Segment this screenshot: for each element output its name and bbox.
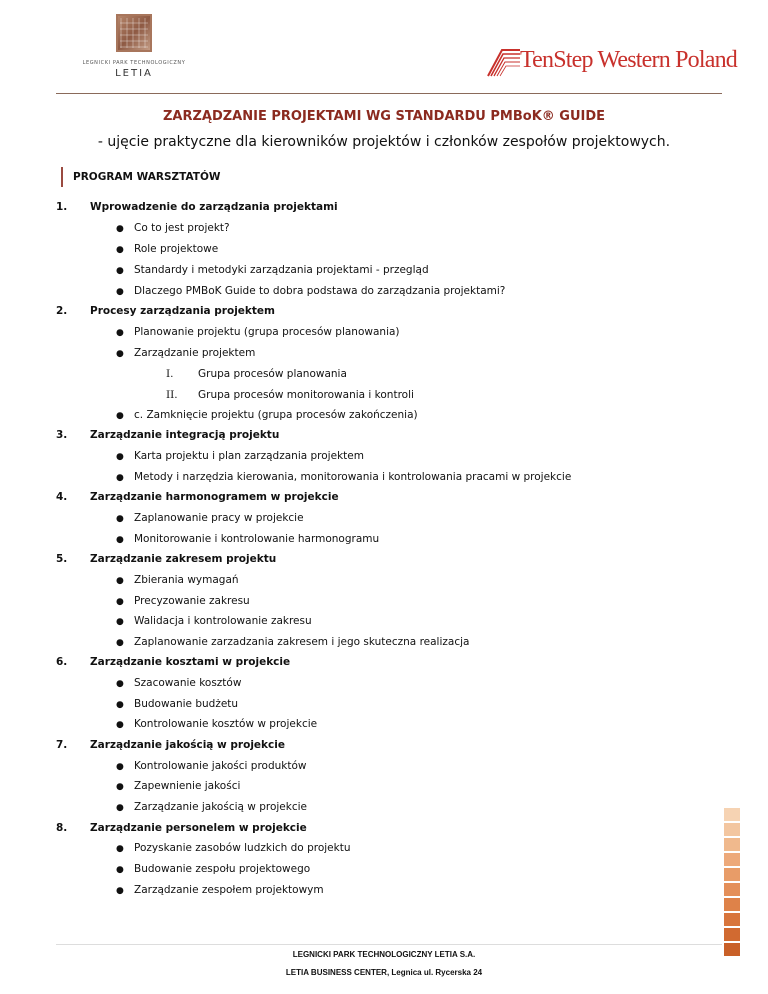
list-item-text: Zapewnienie jakości — [134, 780, 241, 792]
list-item — [116, 533, 379, 545]
topic-number: 7. — [56, 739, 68, 751]
list-item-text: Standardy i metodyki zarządzania projektami - przegląd — [134, 264, 429, 276]
bullet-icon: ● — [116, 576, 124, 586]
bullet-icon: ● — [116, 328, 124, 338]
bullet-icon: ● — [116, 349, 124, 359]
list-item-text: Kontrolowanie kosztów w projekcie — [134, 718, 318, 730]
topic-number: 3. — [56, 429, 68, 441]
tenstep-swoosh-icon — [486, 46, 522, 78]
list-item — [116, 595, 250, 607]
list-item-text: Role projektowe — [134, 243, 219, 255]
topic-number: 2. — [56, 305, 68, 317]
list-item — [116, 222, 230, 234]
tenstep-brand-text: TenStep Western Poland — [520, 47, 737, 73]
topic-number: 6. — [56, 656, 68, 668]
list-item — [116, 285, 505, 297]
section-heading: PROGRAM WARSZTATÓW — [73, 171, 221, 183]
list-item-text: Co to jest projekt? — [134, 222, 230, 234]
list-item — [116, 264, 429, 276]
list-item-text: Metody i narzędzia kierowania, monitorowania i kontrolowania pracami w projekcie — [134, 471, 572, 483]
list-item — [116, 801, 307, 813]
list-item-text: Precyzowanie zakresu — [134, 595, 250, 607]
decorative-square — [724, 838, 740, 851]
tenstep-logo — [486, 40, 737, 84]
topic-8-heading — [56, 822, 307, 834]
list-item — [116, 471, 571, 483]
list-item — [116, 718, 317, 730]
bullet-icon: ● — [116, 411, 124, 421]
roman-numeral: I. — [166, 368, 174, 380]
bullet-icon: ● — [116, 224, 124, 234]
list-item — [116, 347, 255, 359]
bullet-icon: ● — [116, 762, 124, 772]
topic-number: 4. — [56, 491, 68, 503]
section-accent-bar — [61, 167, 63, 187]
list-item — [116, 760, 307, 772]
list-item-text: Pozyskanie zasobów ludzkich do projektu — [134, 842, 351, 854]
bullet-icon: ● — [116, 679, 124, 689]
list-item-text: Zarządzanie jakością w projekcie — [134, 801, 307, 813]
list-item — [116, 615, 312, 627]
list-item — [116, 863, 310, 875]
list-item-text: Planowanie projektu (grupa procesów planowania) — [134, 326, 400, 338]
letia-logo-park-text: LEGNICKI PARK TECHNOLOGICZNY — [82, 60, 186, 66]
decorative-square — [724, 898, 740, 911]
list-item — [116, 326, 400, 338]
bullet-icon: ● — [116, 886, 124, 896]
decorative-square — [724, 853, 740, 866]
bullet-icon: ● — [116, 720, 124, 730]
list-item-text: Dlaczego PMBoK Guide to dobra podstawa do zarządzania projektami? — [134, 285, 506, 297]
bullet-icon: ● — [116, 844, 124, 854]
bullet-icon: ● — [116, 245, 124, 255]
topic-title: Procesy zarządzania projektem — [90, 305, 275, 317]
bullet-icon: ● — [116, 287, 124, 297]
list-item — [116, 243, 218, 255]
topic-6-heading — [56, 656, 290, 668]
list-item-text: Monitorowanie i kontrolowanie harmonogramu — [134, 533, 380, 545]
sub-list-item-text: Grupa procesów monitorowania i kontroli — [198, 389, 414, 401]
list-item — [116, 512, 304, 524]
list-item-text: Budowanie zespołu projektowego — [134, 863, 311, 875]
list-item — [116, 450, 364, 462]
letia-logo-name: LETIA — [115, 68, 153, 79]
topic-7-heading — [56, 739, 285, 751]
bullet-icon: ● — [116, 597, 124, 607]
list-item-text: Budowanie budżetu — [134, 698, 239, 710]
bullet-icon: ● — [116, 473, 124, 483]
topic-title: Zarządzanie personelem w projekcie — [90, 822, 307, 834]
footer-address: LETIA BUSINESS CENTER, Legnica ul. Rycerska 24 — [285, 968, 483, 977]
sub-list-item-text: Grupa procesów planowania — [198, 368, 347, 380]
decorative-side-squares — [724, 808, 740, 958]
bullet-icon: ● — [116, 700, 124, 710]
list-item-text: Karta projektu i plan zarządzania projektem — [134, 450, 364, 462]
list-item-text: Zarządzanie zespołem projektowym — [134, 884, 324, 896]
bullet-icon: ● — [116, 638, 124, 648]
topic-title: Zarządzanie kosztami w projekcie — [90, 656, 291, 668]
header-divider — [56, 93, 722, 94]
roman-numeral: II. — [166, 389, 178, 401]
decorative-square — [724, 913, 740, 926]
list-item-text: Zarządzanie projektem — [134, 347, 256, 359]
topic-title: Wprowadzenie do zarządzania projektami — [90, 201, 338, 213]
topic-number: 5. — [56, 553, 68, 565]
sub-list-item — [166, 389, 414, 401]
topic-3-heading — [56, 429, 279, 441]
decorative-square — [724, 883, 740, 896]
topic-5-heading — [56, 553, 276, 565]
topic-1-heading — [56, 201, 338, 213]
topic-4-heading — [56, 491, 339, 503]
bullet-icon: ● — [116, 514, 124, 524]
decorative-square — [724, 928, 740, 941]
document-title: ZARZĄDZANIE PROJEKTAMI WG STANDARDU PMBoK® GUIDE — [162, 109, 606, 124]
bullet-icon: ● — [116, 452, 124, 462]
list-item — [116, 884, 324, 896]
list-item — [116, 842, 350, 854]
bullet-icon: ● — [116, 803, 124, 813]
topic-title: Zarządzanie jakością w projekcie — [90, 739, 285, 751]
bullet-icon: ● — [116, 617, 124, 627]
decorative-square — [724, 808, 740, 821]
list-item — [116, 780, 240, 792]
list-item-text: Szacowanie kosztów — [134, 677, 242, 689]
topic-2-heading — [56, 305, 275, 317]
topic-number: 8. — [56, 822, 68, 834]
bullet-icon: ● — [116, 865, 124, 875]
topic-title: Zarządzanie harmonogramem w projekcie — [90, 491, 339, 503]
list-item — [116, 677, 241, 689]
topic-number: 1. — [56, 201, 68, 213]
topic-title: Zarządzanie zakresem projektu — [90, 553, 277, 565]
list-item-text: Zbierania wymagań — [134, 574, 239, 586]
bullet-icon: ● — [116, 535, 124, 545]
footer-company: LEGNICKI PARK TECHNOLOGICZNY LETIA S.A. — [292, 950, 476, 959]
document-subtitle: - ujęcie praktyczne dla kierowników projektów i członków zespołów projektowych. — [97, 134, 671, 150]
list-item — [116, 574, 239, 586]
list-item-text: Kontrolowanie jakości produktów — [134, 760, 307, 772]
decorative-square — [724, 823, 740, 836]
list-item — [116, 698, 238, 710]
letia-mosaic-icon — [116, 14, 152, 52]
letia-logo — [78, 14, 190, 80]
bullet-icon: ● — [116, 782, 124, 792]
list-item-text: Zaplanowanie pracy w projekcie — [134, 512, 304, 524]
decorative-square — [724, 868, 740, 881]
list-item-text: Walidacja i kontrolowanie zakresu — [134, 615, 312, 627]
sub-list-item — [166, 368, 347, 380]
list-item-text: c. Zamknięcie projektu (grupa procesów zakończenia) — [134, 409, 418, 421]
topic-title: Zarządzanie integracją projektu — [90, 429, 280, 441]
list-item — [116, 409, 418, 421]
list-item-text: Zaplanowanie zarzadzania zakresem i jego skuteczna realizacja — [134, 636, 470, 648]
bullet-icon: ● — [116, 266, 124, 276]
footer-divider — [56, 944, 722, 945]
list-item — [116, 636, 469, 648]
